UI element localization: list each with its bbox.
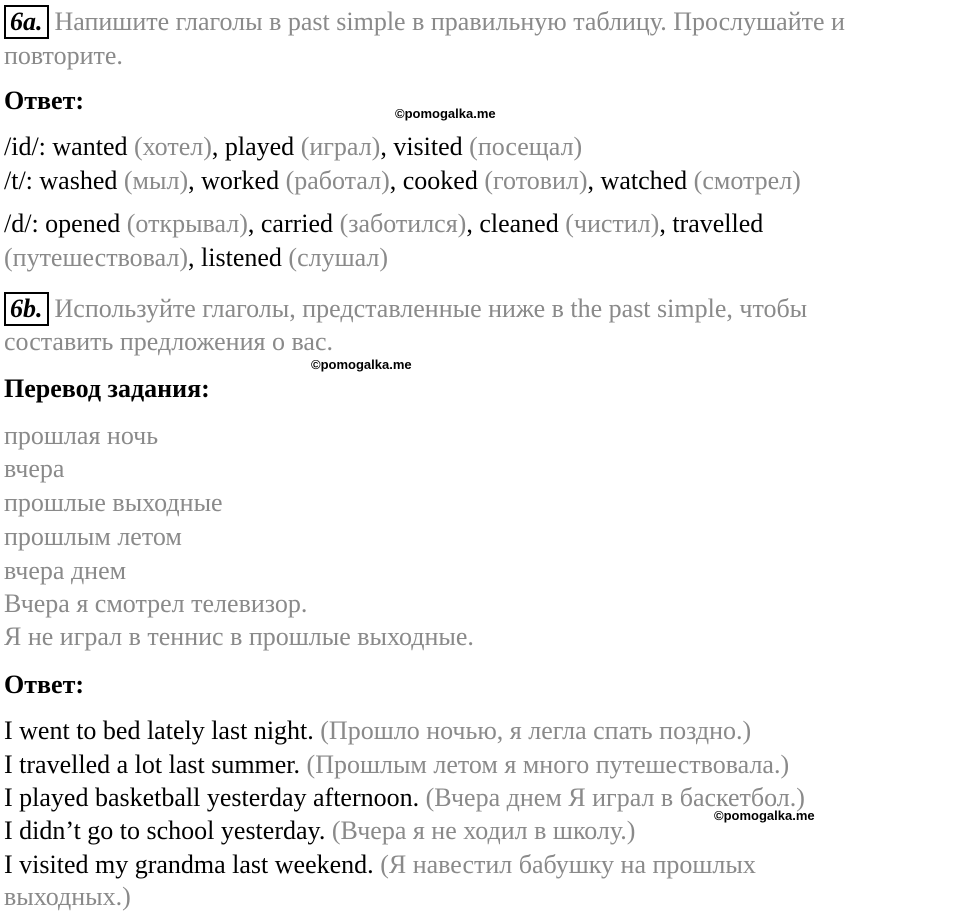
translation-line: прошлым летом (4, 522, 182, 551)
row-id (4, 130, 582, 164)
separator: , (188, 243, 202, 272)
separator: , (188, 166, 202, 195)
answer-english: I travelled a lot last summer. (4, 750, 301, 779)
word: worked (201, 166, 280, 195)
word: played (224, 132, 295, 161)
answer-russian: (Вчера я не ходил в школу.) (325, 816, 636, 845)
translation-line: вчера (4, 454, 65, 483)
task-6b-tag: 6b. (4, 292, 49, 326)
answer-russian: (Прошло ночью, я легла спать поздно.) (313, 716, 752, 745)
answer-label-6a: Ответ: (4, 86, 85, 115)
answer-sentence (4, 848, 756, 882)
answer-sentence (4, 814, 635, 848)
task-6b-instruction-text: Используйте глаголы, представленные ниже в the past simple, чтобы (54, 294, 808, 323)
task-6b-instruction-line2: составить предложения о вас. (4, 327, 333, 356)
word: cooked (402, 166, 478, 195)
translation: (посещал) (462, 132, 583, 161)
row-d-prefix: /d/: (4, 209, 46, 238)
translation: (работал) (279, 166, 390, 195)
watermark: ©pomogalka.me (311, 357, 412, 372)
translation-line: прошлая ночь (4, 421, 159, 450)
answer-russian: (Вчера днем Я играл в баскетбол.) (419, 783, 805, 812)
watermark: ©pomogalka.me (714, 808, 815, 823)
word: washed (39, 166, 118, 195)
separator: , (466, 209, 480, 238)
translation-line: Вчера я смотрел телевизор. (4, 589, 308, 618)
word: watched (600, 166, 688, 195)
word: travelled (672, 209, 764, 238)
separator: , (247, 209, 261, 238)
separator: , (211, 132, 225, 161)
translation: (смотрел) (687, 166, 801, 195)
task-6b-instruction-line1 (4, 292, 807, 326)
separator: , (659, 209, 673, 238)
watermark: ©pomogalka.me (395, 106, 496, 121)
task-6a-instruction-line2: повторите. (4, 41, 123, 70)
row-t (4, 164, 801, 198)
translation: (чистил) (558, 209, 660, 238)
word: cleaned (479, 209, 559, 238)
translation: (открывал) (120, 209, 248, 238)
separator: , (587, 166, 601, 195)
translation: (играл) (294, 132, 381, 161)
answer-russian: (Я навестил бабушку на прошлых (373, 850, 756, 879)
row-d-line2 (4, 241, 388, 275)
translation-line: вчера днем (4, 556, 127, 585)
translation: (заботился) (333, 209, 467, 238)
translation: (хотел) (127, 132, 212, 161)
answer-label-6b: Ответ: (4, 670, 85, 699)
answer-sentence (4, 748, 789, 782)
translation: (мыл) (117, 166, 189, 195)
answer-english: I went to bed lately last night. (4, 716, 314, 745)
answer-english: I visited my grandma last weekend. (4, 850, 374, 879)
answer-sentence (4, 781, 805, 815)
row-id-prefix: /id/: (4, 132, 53, 161)
task-6a-instruction-text: Напишите глаголы в past simple в правильную таблицу. Прослушайте и (54, 7, 845, 36)
task-6a-instruction-line1 (4, 5, 845, 39)
translation-line: прошлые выходные (4, 488, 223, 517)
translation-label: Перевод задания: (4, 374, 210, 403)
task-6a-tag: 6a. (4, 5, 49, 39)
word: wanted (52, 132, 128, 161)
row-d-line1 (4, 207, 763, 241)
word: visited (393, 132, 463, 161)
answer-english: I didn’t go to school yesterday. (4, 816, 326, 845)
answer-english: I played basketball yesterday afternoon. (4, 783, 420, 812)
translation: (путешествовал) (4, 243, 189, 272)
word: carried (260, 209, 334, 238)
word: opened (45, 209, 121, 238)
row-t-prefix: /t/: (4, 166, 40, 195)
answer-continuation: выходных.) (4, 882, 131, 911)
separator: , (380, 132, 394, 161)
answer-russian: (Прошлым летом я много путешествовала.) (300, 750, 790, 779)
translation: (слушал) (281, 243, 389, 272)
translation-line: Я не играл в теннис в прошлые выходные. (4, 622, 474, 651)
translation: (готовил) (477, 166, 588, 195)
answer-sentence (4, 714, 751, 748)
separator: , (389, 166, 403, 195)
word: listened (201, 243, 282, 272)
